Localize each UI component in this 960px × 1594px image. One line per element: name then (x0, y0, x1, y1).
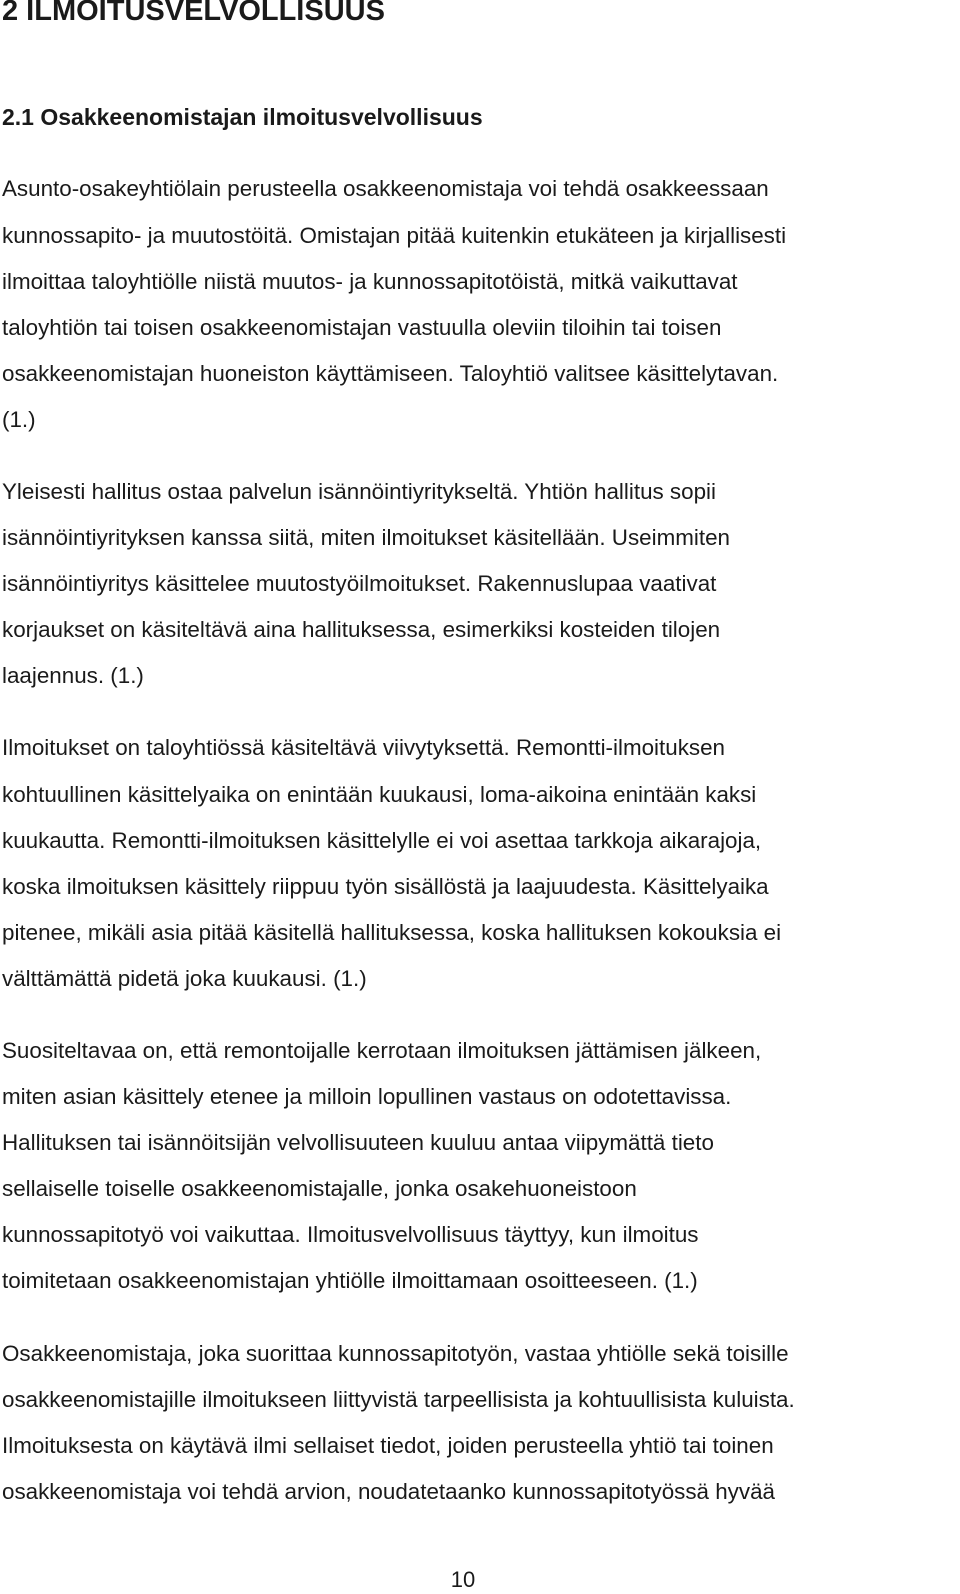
section-heading: 2.1 Osakkeenomistajan ilmoitusvelvollisuus (2, 104, 483, 130)
text-line: korjaukset on käsiteltävä aina hallituksessa, esimerkiksi kosteiden tilojen (2, 617, 721, 642)
text-line: laajennus. (1.) (2, 663, 144, 688)
text-line: kunnossapitotyö voi vaikuttaa. Ilmoitusvelvollisuus täyttyy, kun ilmoitus (2, 1222, 699, 1247)
text-line: Ilmoitukset on taloyhtiössä käsiteltävä viivytyksettä. Remontti-ilmoituksen (2, 735, 726, 760)
text-line: (1.) (2, 407, 36, 432)
text-line: kunnossapito- ja muutostöitä. Omistajan pitää kuitenkin etukäteen ja kirjallisesti (2, 223, 787, 248)
text-line: osakkeenomistaja voi tehdä arvion, noudatetaanko kunnossapitotyössä hyvää (2, 1479, 775, 1504)
text-line: välttämättä pidetä joka kuukausi. (1.) (2, 966, 367, 991)
chapter-heading: 2 ILMOITUSVELVOLLISUUS (2, 0, 385, 27)
text-line: osakkeenomistajille ilmoitukseen liittyvistä tarpeellisista ja kohtuullisista kuluista. (2, 1387, 795, 1412)
text-line: sellaiselle toiselle osakkeenomistajalle, jonka osakehuoneistoon (2, 1176, 637, 1201)
text-line: isännöintiyrityksen kanssa siitä, miten ilmoitukset käsitellään. Useimmiten (2, 525, 730, 550)
text-line: koska ilmoituksen käsittely riippuu työn sisällöstä ja laajuudesta. Käsittelyaika (2, 874, 769, 899)
text-line: toimitetaan osakkeenomistajan yhtiölle ilmoittamaan osoitteeseen. (1.) (2, 1268, 698, 1293)
text-line: miten asian käsittely etenee ja milloin lopullinen vastaus on odotettavissa. (2, 1084, 732, 1109)
text-line: Suositeltavaa on, että remontoijalle kerrotaan ilmoituksen jättämisen jälkeen, (2, 1038, 762, 1063)
text-line: kohtuullinen käsittelyaika on enintään kuukausi, loma-aikoina enintään kaksi (2, 782, 757, 807)
text-line: Hallituksen tai isännöitsijän velvollisuuteen kuuluu antaa viipymättä tieto (2, 1130, 714, 1155)
page-number: 10 (450, 1567, 476, 1592)
text-line: Asunto-osakeyhtiölain perusteella osakkeenomistaja voi tehdä osakkeessaan (2, 176, 769, 201)
text-line: ilmoittaa taloyhtiölle niistä muutos- ja kunnossapitotöistä, mitkä vaikuttavat (2, 269, 738, 294)
text-line: isännöintiyritys käsittelee muutostyöilmoitukset. Rakennuslupaa vaativat (2, 571, 717, 596)
text-line: osakkeenomistajan huoneiston käyttämiseen. Taloyhtiö valitsee käsittelytavan. (2, 361, 779, 386)
text-line: Yleisesti hallitus ostaa palvelun isännöintiyritykseltä. Yhtiön hallitus sopii (2, 479, 716, 504)
text-line: pitenee, mikäli asia pitää käsitellä hallituksessa, koska hallituksen kokouksia ei (2, 920, 782, 945)
text-line: Osakkeenomistaja, joka suorittaa kunnossapitotyön, vastaa yhtiölle sekä toisille (2, 1341, 789, 1366)
text-line: kuukautta. Remontti-ilmoituksen käsittelylle ei voi asettaa tarkkoja aikarajoja, (2, 828, 762, 853)
text-line: taloyhtiön tai toisen osakkeenomistajan vastuulla oleviin tiloihin tai toisen (2, 315, 722, 340)
text-line: Ilmoituksesta on käytävä ilmi sellaiset tiedot, joiden perusteella yhtiö tai toinen (2, 1433, 774, 1458)
